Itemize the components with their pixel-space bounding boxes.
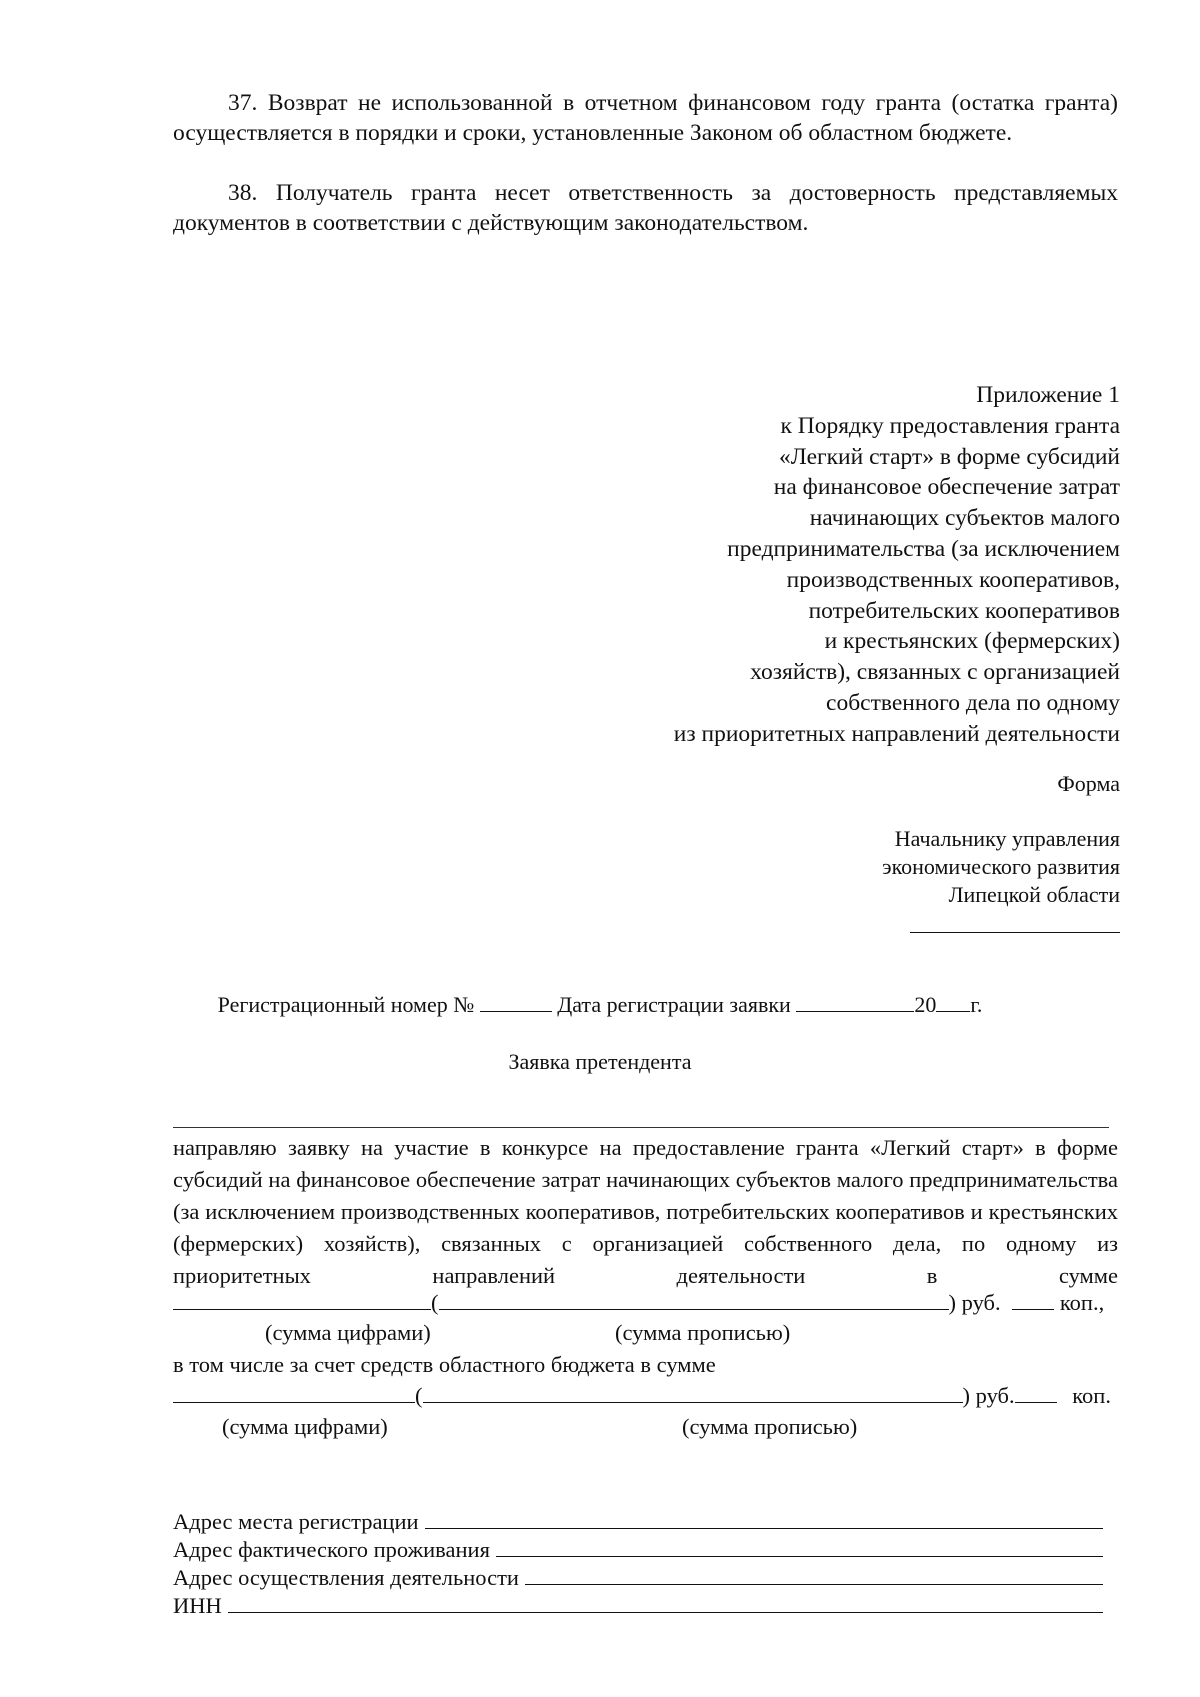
appendix-line: к Порядку предоставления гранта [780,412,1120,439]
amount-1-caption-words: (сумма прописью) [615,1320,791,1345]
paragraph-37-text: 37. Возврат не использованной в отчетном финансовом году гранта (остатка гранта) осуществляется в порядки и сроки, установленные Законом об областном бюджете. [173,90,1118,146]
addressee-line-3: Липецкой области [948,882,1120,907]
amount-2-caption-digits: (сумма цифрами) [222,1414,388,1439]
applicant-name-blank[interactable] [173,1127,1109,1128]
amount-2-rub-label: ) руб. [962,1383,1015,1408]
amount-2-digits-blank[interactable] [173,1384,415,1403]
appendix-line: хозяйств), связанных с организацией [750,659,1120,686]
amount-2-words-blank[interactable] [423,1384,963,1403]
appendix-line: собственного дела по одному [826,689,1120,716]
amount-1-kop-blank[interactable] [1012,1291,1054,1310]
application-title: Заявка претендента [508,1049,692,1074]
addressee-block [882,825,1120,909]
paragraph-38 [173,178,1118,238]
residence-address-label: Адрес фактического проживания [173,1537,490,1562]
appendix-heading [560,380,1120,750]
inn-row [173,1593,1103,1619]
registration-year-blank[interactable] [936,993,970,1012]
amount-1-caption-digits: (сумма цифрами) [265,1320,431,1345]
amount-row-2 [173,1383,1111,1409]
inn-blank[interactable] [228,1594,1103,1613]
inn-label: ИНН [173,1593,222,1618]
appendix-line: «Легкий старт» в форме субсидий [779,443,1120,470]
activity-address-row [173,1565,1103,1591]
registration-date-blank[interactable] [796,993,914,1012]
registration-address-label: Адрес места регистрации [173,1509,419,1534]
paragraph-38-text: 38. Получатель гранта несет ответственность за достоверность представляемых документов в соответствии с действующим законодательством. [173,180,1118,236]
addressee-line-2: экономического развития [882,854,1120,879]
residence-address-row [173,1537,1103,1563]
amount-2-kop-blank[interactable] [1015,1384,1057,1403]
activity-address-blank[interactable] [525,1566,1103,1585]
amount-1-rub-label: ) руб. [948,1290,1001,1315]
appendix-line: и крестьянских (фермерских) [824,628,1120,655]
registration-address-blank[interactable] [425,1510,1103,1529]
appendix-line: производственных кооперативов, [786,566,1120,593]
appendix-line: предпринимательства (за исключением [727,535,1120,562]
registration-number-label: Регистрационный номер № [217,992,475,1017]
addressee-line-1: Начальнику управления [894,826,1120,851]
residence-address-blank[interactable] [496,1538,1103,1557]
amount-2-caption-words: (сумма прописью) [682,1414,858,1439]
appendix-line: из приоритетных направлений деятельности [673,720,1120,747]
activity-address-label: Адрес осуществления деятельности [173,1565,519,1590]
amount-1-open: ( [431,1290,439,1315]
registration-date-label: Дата регистрации заявки [557,992,791,1017]
registration-address-row [173,1509,1103,1535]
appendix-line: начинающих субъектов малого [809,505,1120,532]
registration-year-suffix: г. [970,992,983,1017]
application-body: направляю заявку на участие в конкурсе на предоставление гранта «Легкий старт» в форме субсидий на финансовое обеспечение затрат начинающих субъектов малого предпринимательства (за исключением производственных кооперативов, потребительских кооперативов и крестьянских (фермерских) хозяйств), связанных с организацией собственного дела, по одному из приоритетных направлений деятельности в сумме [173,1135,1118,1288]
appendix-line: на финансовое обеспечение затрат [773,474,1120,501]
registration-year-prefix: 20 [914,992,937,1017]
registration-line [0,992,1200,1018]
amount-1-words-blank[interactable] [439,1291,949,1310]
appendix-line: Приложение 1 [976,382,1120,408]
registration-number-blank[interactable] [480,993,552,1012]
paragraph-37 [173,88,1118,148]
amount-2-open: ( [415,1383,423,1408]
regional-budget-text: в том числе за счет средств областного бюджета в сумме [173,1352,716,1377]
amount-1-digits-blank[interactable] [173,1291,431,1310]
amount-row-1 [173,1290,1104,1316]
addressee-name-blank[interactable] [910,932,1120,933]
amount-2-kop-label: коп. [1072,1383,1111,1408]
form-label: Форма [1057,771,1120,796]
appendix-line: потребительских кооперативов [808,597,1120,624]
amount-1-kop-label: коп., [1059,1290,1105,1315]
